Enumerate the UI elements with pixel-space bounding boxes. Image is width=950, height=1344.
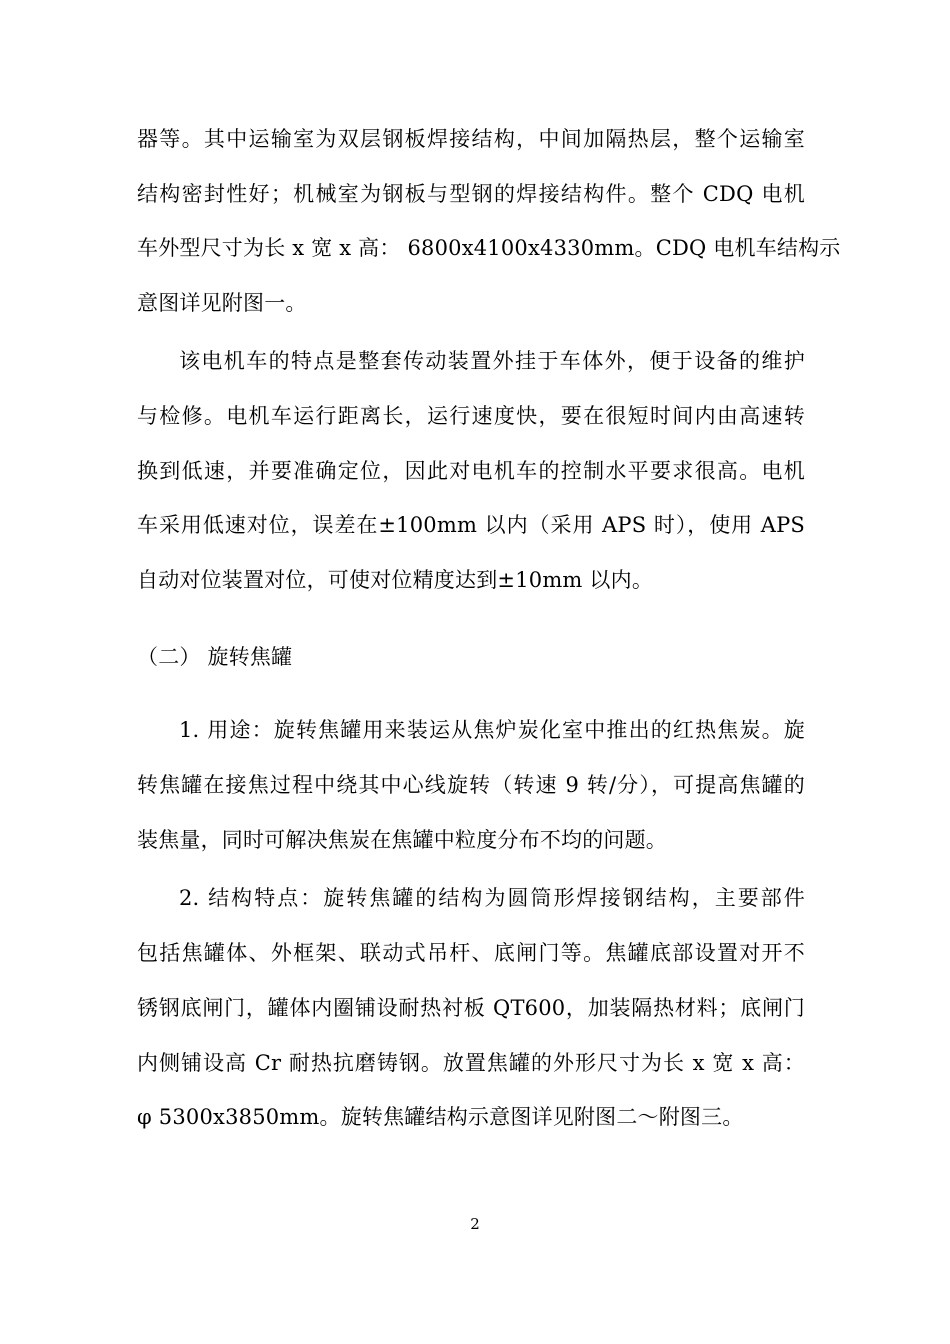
section-heading: （二） 旋转焦罐 (137, 645, 293, 669)
text-line: 2. 结构特点：旋转焦罐的结构为圆筒形焊接钢结构，主要部件 (179, 886, 805, 910)
text-line: 与检修。电机车运行距离长，运行速度快，要在很短时间内由高速转 (137, 404, 805, 428)
text-line: 锈钢底闸门，罐体内圈铺设耐热衬板 QT600，加装隔热材料；底闸门 (137, 996, 805, 1020)
text-line: 器等。其中运输室为双层钢板焊接结构，中间加隔热层，整个运输室 (137, 127, 805, 151)
text-line: 包括焦罐体、外框架、联动式吊杆、底闸门等。焦罐底部设置对开不 (137, 941, 805, 965)
text-line: 意图详见附图一。 (137, 291, 307, 315)
text-line: 装焦量，同时可解决焦炭在焦罐中粒度分布不均的问题。 (137, 828, 667, 852)
text-line: 车外型尺寸为长 x 宽 x 高： 6800x4100x4330mm。CDQ 电机车结构示 (137, 236, 841, 260)
text-line: 结构密封性好；机械室为钢板与型钢的焊接结构件。整个 CDQ 电机 (137, 182, 805, 206)
text-line: 1. 用途：旋转焦罐用来装运从焦炉炭化室中推出的红热焦炭。旋 (179, 718, 805, 742)
text-line: 内侧铺设高 Cr 耐热抗磨铸钢。放置焦罐的外形尺寸为长 x 宽 x 高： (137, 1051, 805, 1075)
text-line: 自动对位装置对位，可使对位精度达到±10mm 以内。 (137, 568, 654, 592)
page-number: 2 (470, 1215, 480, 1233)
text-line: φ 5300x3850mm。旋转焦罐结构示意图详见附图二～附图三。 (137, 1105, 744, 1129)
text-line: 转焦罐在接焦过程中绕其中心线旋转（转速 9 转/分），可提高焦罐的 (137, 773, 805, 797)
text-line: 车采用低速对位，误差在±100mm 以内（采用 APS 时），使用 APS (137, 513, 805, 537)
text-line: 换到低速，并要准确定位，因此对电机车的控制水平要求很高。电机 (137, 459, 805, 483)
text-line: 该电机车的特点是整套传动装置外挂于车体外，便于设备的维护 (179, 349, 805, 373)
